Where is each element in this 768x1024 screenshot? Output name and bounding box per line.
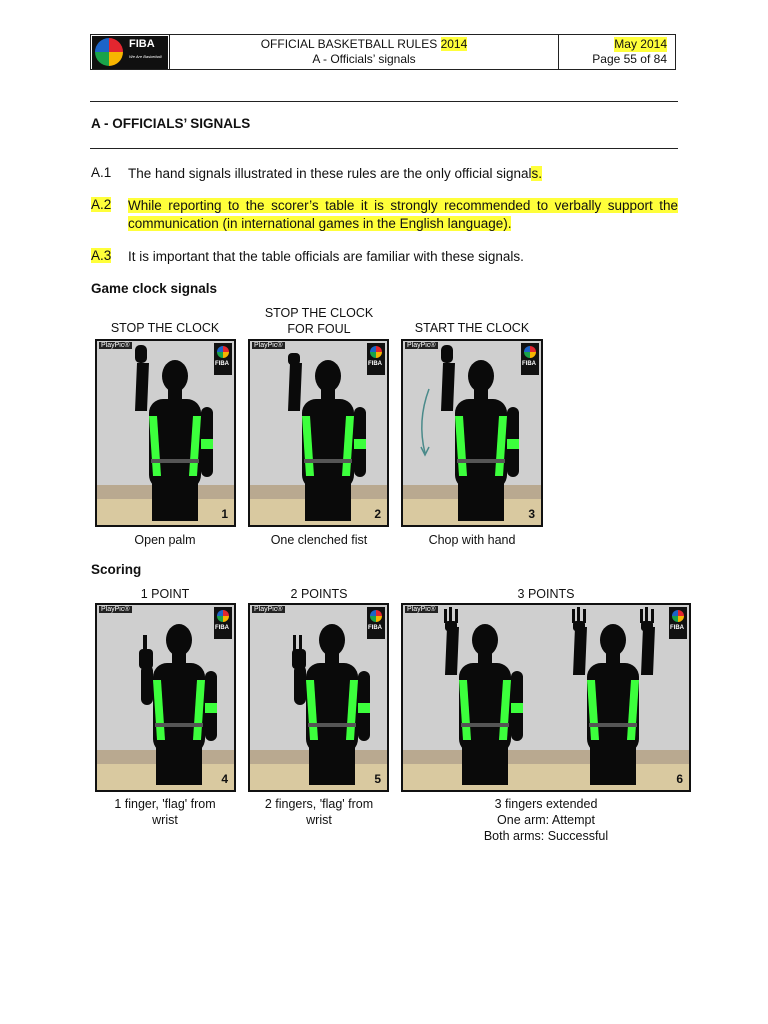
document-date: May 2014: [614, 37, 667, 51]
fiba-badge-icon: FIBA: [367, 607, 385, 639]
logo-text: FIBA: [129, 38, 155, 50]
para-number: A.1: [91, 165, 112, 180]
signal-caption: Chop with hand: [428, 533, 516, 547]
para-number: A.2: [91, 197, 112, 212]
section-title: A - OFFICIALS’ SIGNALS: [91, 116, 251, 131]
game-clock-heading: Game clock signals: [91, 281, 218, 296]
fiba-badge-icon: FIBA: [669, 607, 687, 639]
signal-number: 2: [374, 507, 381, 521]
signal-number: 3: [528, 507, 535, 521]
referee-figure: [403, 605, 689, 790]
signal-title: 1 POINT: [140, 587, 190, 601]
page-number: Page 55 of 84: [592, 52, 667, 66]
divider: [90, 101, 678, 102]
signal-image-2-points: [248, 603, 389, 792]
signal-title: STOP THE CLOCK FOR FOUL: [264, 306, 374, 336]
page-header: [90, 34, 676, 70]
signal-number: 4: [221, 772, 228, 786]
fiba-badge-icon: FIBA: [521, 343, 539, 375]
fiba-logo: [91, 35, 170, 69]
playpic-label: PlayPic®: [407, 606, 436, 613]
paragraph-a1: The hand signals illustrated in these rules are the only official signals.: [128, 166, 542, 181]
playpic-label: PlayPic®: [407, 342, 436, 349]
signal-caption: 1 finger, 'flag' from wrist: [114, 797, 216, 827]
scoring-heading: Scoring: [91, 562, 142, 577]
playpic-label: PlayPic®: [101, 342, 130, 349]
signal-image-start-clock: [401, 339, 543, 527]
playpic-label: PlayPic®: [101, 606, 130, 613]
logo-tagline: We Are Basketball: [129, 54, 162, 59]
signal-title: 2 POINTS: [290, 587, 348, 601]
para-number: A.3: [91, 248, 112, 263]
signal-number: 6: [676, 772, 683, 786]
basketball-icon: [95, 38, 123, 66]
paragraph-a2: While reporting to the scorer’s table it is strongly recommended to verbally support the communication (in international games in the English language).: [128, 198, 678, 231]
signal-title: STOP THE CLOCK: [110, 321, 220, 335]
signal-title: 3 POINTS: [517, 587, 575, 601]
playpic-label: PlayPic®: [254, 606, 283, 613]
signal-number: 1: [221, 507, 228, 521]
fiba-badge-icon: FIBA: [367, 343, 385, 375]
playpic-label: PlayPic®: [254, 342, 283, 349]
signal-number: 5: [374, 772, 381, 786]
signal-image-stop-clock-foul: [248, 339, 389, 527]
signal-caption: 3 fingers extended One arm: Attempt Both arms: Successful: [483, 797, 609, 843]
fiba-badge-icon: FIBA: [214, 607, 232, 639]
document-subtitle: A - Officials’ signals: [312, 52, 416, 66]
paragraph-a3: It is important that the table officials are familiar with these signals.: [128, 249, 524, 264]
signal-caption: 2 fingers, 'flag' from wrist: [264, 797, 374, 827]
signal-image-1-point: [95, 603, 236, 792]
signal-image-stop-clock: [95, 339, 236, 527]
signal-caption: Open palm: [134, 533, 196, 547]
signal-image-3-points: [401, 603, 691, 792]
divider: [90, 148, 678, 149]
signal-title: START THE CLOCK: [414, 321, 530, 335]
document-title: OFFICIAL BASKETBALL RULES 2014: [260, 37, 468, 51]
signal-caption: One clenched fist: [270, 533, 368, 547]
fiba-badge-icon: FIBA: [214, 343, 232, 375]
